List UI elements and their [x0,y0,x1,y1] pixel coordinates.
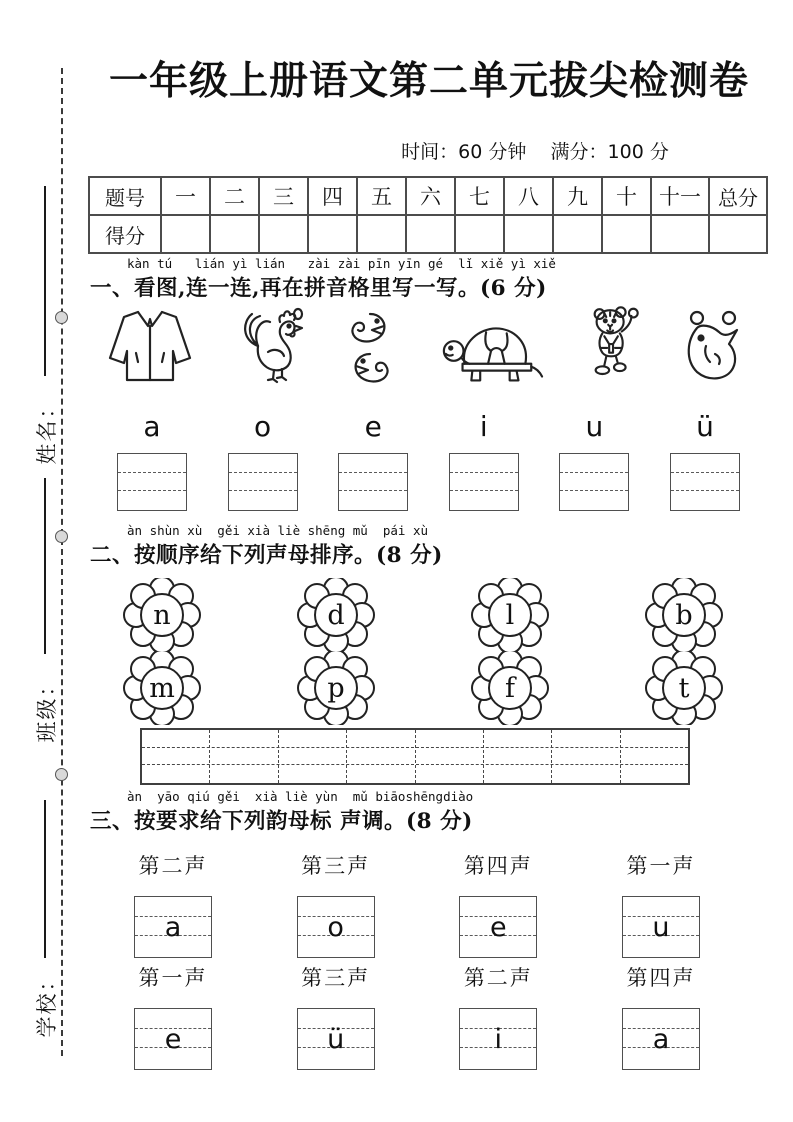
time-score-line: 时间：60 分钟 满分：100 分 [401,141,669,163]
score-row [89,215,767,253]
table-header-cell: 四 [308,177,357,215]
fold-mark-circle [55,311,68,324]
tone-answer-box[interactable] [297,1008,375,1070]
score-cell[interactable] [210,215,259,253]
initial-letter: b [675,600,693,631]
sort-answer-cell[interactable] [484,730,552,783]
geese-image[interactable] [344,312,396,386]
initial-letter: f [505,673,515,704]
vowel-letter: ü [696,410,714,443]
tone-item [127,851,219,958]
tone-label: 第四声 [626,966,696,990]
tone-item [290,851,382,958]
tone-answer-box[interactable] [297,896,375,958]
score-cell[interactable] [357,215,406,253]
score-cell[interactable] [602,215,651,253]
table-header-cell: 三 [259,177,308,215]
table-header-cell: 八 [504,177,553,215]
section3-title: 三、按要求给下列韵母标 声调。(8 分) [90,809,473,834]
tone-label: 第一声 [138,966,208,990]
page-title: 一年级上册语文第二单元拔尖检测卷 [108,58,749,104]
vowel-answer-row [117,406,740,511]
tone-item [615,851,707,958]
tone-answer-box[interactable] [134,1008,212,1070]
flower-initial[interactable] [291,651,381,725]
final-letter: a [164,911,182,943]
flower-initial[interactable] [465,651,555,725]
school-label: 学校： [35,968,59,1038]
initial-letter: l [505,600,515,631]
table-header-cell: 一 [161,177,210,215]
sort-answer-cell[interactable] [552,730,620,783]
table-header-cell: 六 [406,177,455,215]
pinyin-writing-box[interactable] [559,453,629,511]
fish-image[interactable] [683,310,745,386]
score-cell[interactable] [709,215,767,253]
flower-initial[interactable] [291,578,381,652]
tiger-image[interactable] [585,304,643,386]
vowel-letter: e [364,410,382,443]
tone-item [452,851,544,958]
fold-mark-circle [55,530,68,543]
class-blank-line[interactable] [44,478,46,654]
score-cell[interactable] [259,215,308,253]
tone-row [127,963,707,1070]
score-row-label: 得分 [89,215,161,253]
final-letter: a [652,1023,670,1055]
turtle-image[interactable] [437,314,545,386]
score-cell[interactable] [455,215,504,253]
sort-answer-cell[interactable] [279,730,347,783]
score-cell[interactable] [308,215,357,253]
tone-item [452,963,544,1070]
vowel-letter: i [479,410,488,443]
table-header-cell: 九 [553,177,602,215]
pinyin-writing-box[interactable] [338,453,408,511]
score-cell[interactable] [406,215,455,253]
flower-row [117,578,729,652]
name-label: 姓名： [35,395,59,465]
table-header-cell: 总分 [709,177,767,215]
rooster-image[interactable] [240,306,304,386]
school-blank-line[interactable] [44,800,46,958]
sort-answer-cell[interactable] [347,730,415,783]
score-cell[interactable] [651,215,709,253]
tone-label: 第三声 [301,966,371,990]
fold-mark-circle [55,768,68,781]
tone-label: 第二声 [463,966,533,990]
tone-label: 第三声 [301,854,371,878]
score-cell[interactable] [161,215,210,253]
final-letter: e [164,1023,182,1055]
flower-initial[interactable] [117,651,207,725]
final-letter: o [327,911,344,943]
tone-item [290,963,382,1070]
sorting-answer-grid [140,728,690,785]
section2-title: 二、按顺序给下列声母排序。(8 分) [90,543,443,568]
vowel-column [559,406,629,511]
vowel-column [338,406,408,511]
table-header-cell: 题号 [89,177,161,215]
vowel-letter: a [143,410,161,443]
pinyin-writing-box[interactable] [670,453,740,511]
final-letter: u [652,911,670,943]
table-header-cell: 七 [455,177,504,215]
tone-answer-box[interactable] [622,1008,700,1070]
vowel-letter: o [254,410,272,443]
initial-letter: t [678,673,690,704]
initial-letter: n [153,600,171,631]
section3-heading [90,790,473,835]
sort-answer-cell[interactable] [210,730,278,783]
picture-row [100,300,745,386]
question-number-row [89,177,767,215]
tone-label: 第四声 [463,854,533,878]
table-header-cell: 十 [602,177,651,215]
flower-initial[interactable] [639,578,729,652]
tone-answer-box[interactable] [622,896,700,958]
sort-answer-cell[interactable] [142,730,210,783]
tone-label: 第一声 [626,854,696,878]
section2-pinyin: àn shùn xù gěi xià liè shēng mǔ pái xù [127,523,429,538]
tone-item [127,963,219,1070]
final-letter: i [494,1023,503,1055]
flower-row [117,651,729,725]
tone-label: 第二声 [138,854,208,878]
sort-answer-cell[interactable] [621,730,688,783]
vowel-column [228,406,298,511]
final-letter: e [490,911,507,943]
final-letter: ü [327,1023,345,1055]
flower-initial[interactable] [117,578,207,652]
vowel-column [117,406,187,511]
section2-heading [90,524,443,569]
tone-item [615,963,707,1070]
section1-heading [90,257,556,302]
vowel-letter: u [585,410,604,443]
score-cell[interactable] [553,215,602,253]
score-cell[interactable] [504,215,553,253]
coat-image[interactable] [100,306,200,386]
table-header-cell: 二 [210,177,259,215]
tone-row [127,851,707,958]
tone-answer-box[interactable] [459,1008,537,1070]
pinyin-writing-box[interactable] [117,453,187,511]
pinyin-writing-box[interactable] [228,453,298,511]
tone-answer-box[interactable] [134,896,212,958]
flower-initial[interactable] [639,651,729,725]
vowel-column [670,406,740,511]
table-header-cell: 十一 [651,177,709,215]
section3-pinyin: àn yāo qiú gěi xià liè yùn mǔ biāoshēngdiào [127,789,474,804]
sort-answer-cell[interactable] [416,730,484,783]
initial-letter: p [327,673,345,704]
initial-letter: d [327,600,345,631]
flower-initial[interactable] [465,578,555,652]
section1-title: 一、看图,连一连,再在拼音格里写一写。(6 分) [90,276,547,301]
initial-letter: m [149,673,175,704]
section1-pinyin: kàn tú lián yì lián zài zài pīn yīn gé lǐ xiě yì xiě [127,256,556,271]
vowel-column [449,406,519,511]
class-label: 班级： [35,673,59,743]
tone-answer-box[interactable] [459,896,537,958]
name-blank-line[interactable] [44,186,46,376]
fold-dashed-line [61,68,63,1056]
pinyin-writing-box[interactable] [449,453,519,511]
table-header-cell: 五 [357,177,406,215]
score-table [88,176,768,254]
